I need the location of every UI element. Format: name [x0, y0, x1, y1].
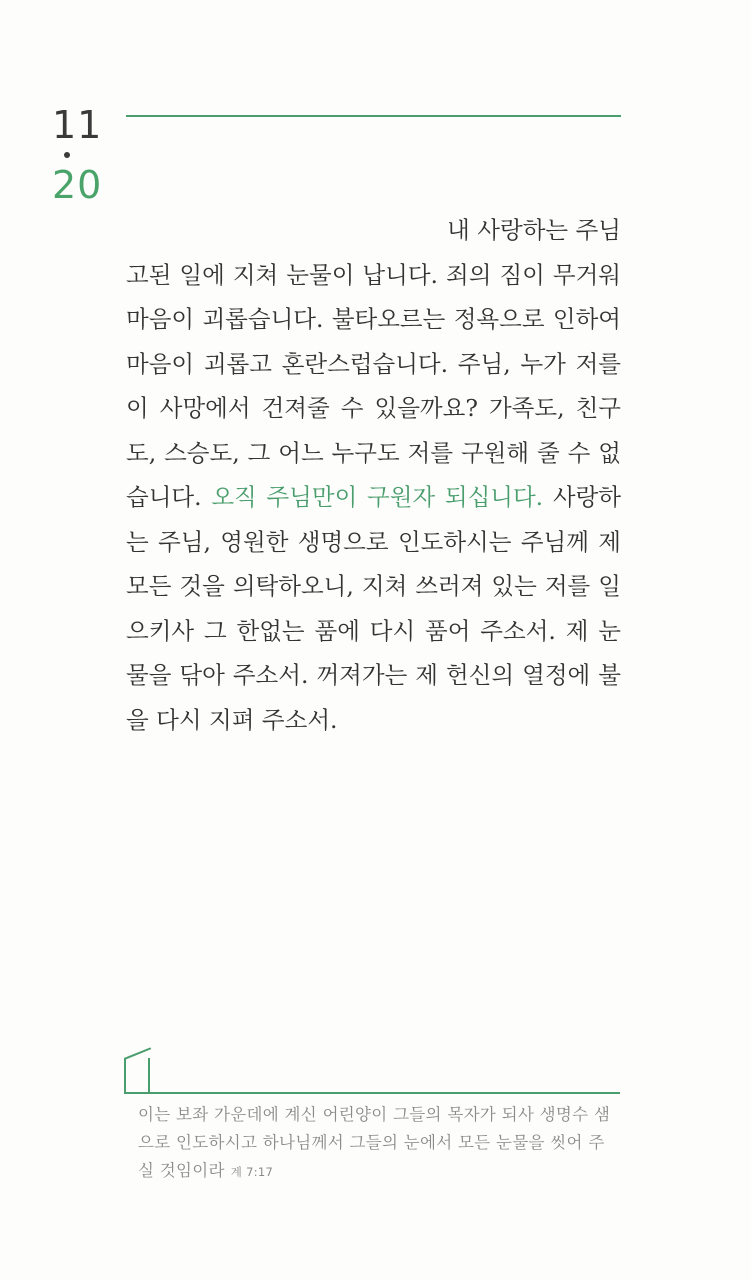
verse-rule [124, 1092, 620, 1094]
prayer-text-after: 사랑하는 주님, 영원한 생명으로 인도하시는 주님께 제 모든 것을 의탁하오니, 지쳐 쓰러져 있는 저를 일으키사 그 한없는 품에 다시 품어 주소서. 제 눈물을 닦아 주소서. 꺼져가는 제 헌신의 열정에 불을 다시 지펴 주소서. [126, 483, 622, 734]
verse-tab-decoration [124, 1058, 150, 1093]
verse-reference: 계 7:17 [230, 1165, 274, 1179]
date-separator-dot [64, 152, 70, 158]
date-day: 20 [52, 163, 103, 207]
prayer-text-before: 고된 일에 지쳐 눈물이 납니다. 죄의 짐이 무거워 마음이 괴롭습니다. 불타오르는 정욕으로 인하여 마음이 괴롭고 혼란스럽습니다. 주님, 누가 저를 이 사망에서 건져줄 수 있을까요? 가족도, 친구도, 스승도, 그 어느 누구도 저를 구원해 줄 수 없습니다. [126, 260, 621, 511]
header-rule [126, 115, 621, 117]
date-block [52, 103, 112, 207]
prayer-salutation: 내 사랑하는 주님 [447, 216, 621, 244]
prayer-body [126, 208, 621, 742]
date-month: 11 [52, 103, 103, 147]
prayer-highlight: 오직 주님만이 구원자 되십니다. [211, 483, 544, 511]
verse-body: 이는 보좌 가운데에 계신 어린양이 그들의 목자가 되사 생명수 샘으로 인도하시고 하나님께서 그들의 눈에서 모든 눈물을 씻어 주실 것임이라 [138, 1105, 611, 1180]
verse-text [138, 1101, 618, 1186]
prayer-paragraph [126, 253, 621, 743]
